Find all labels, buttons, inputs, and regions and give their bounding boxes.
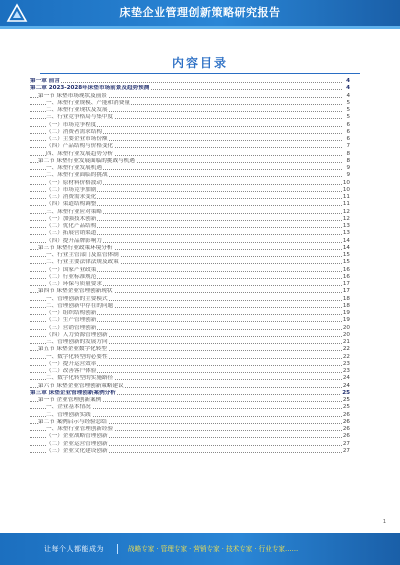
toc-entry-title: （二）生产管理创新: [46, 317, 97, 324]
toc-entry-page: 17: [342, 288, 350, 295]
toc-entry[interactable]: [30, 412, 350, 419]
toc-entry-title: （二）优化产品结构: [46, 223, 97, 229]
toc-entry-page: 22: [342, 346, 350, 353]
toc-entry-title: （一）原材料价格波动: [46, 179, 102, 186]
toc-entry[interactable]: [30, 441, 350, 448]
toc-entry-title: （一）国家产业政策: [46, 266, 97, 273]
toc-entry-page: 8: [346, 150, 350, 157]
toc-entry-page: 4: [346, 92, 350, 99]
toc-entry[interactable]: [30, 397, 350, 404]
toc-entry-page: 26: [342, 418, 350, 425]
toc-entry-title: 二、床垫行业面临的挑战: [46, 172, 108, 179]
toc-entry-title: 三、管理创新的发展方向: [46, 339, 108, 345]
toc-entry-title: 四、床垫行业发展趋势分析: [46, 150, 114, 157]
toc-entry-page: 27: [342, 440, 350, 447]
toc-entry-title: （一）提升运营效率: [46, 360, 97, 367]
toc-entry[interactable]: [30, 151, 350, 158]
toc-entry-page: 13: [342, 230, 350, 237]
toc-entry-title: （三）环保与质量要求: [46, 281, 102, 287]
toc-entry[interactable]: [30, 303, 350, 310]
toc-entry[interactable]: [30, 310, 350, 317]
toc-entry-title: 一、行业主管部门及监管体制: [46, 252, 119, 258]
toc-entry-page: 16: [342, 266, 350, 273]
toc-entry[interactable]: [30, 433, 350, 440]
toc-entry-title: （四）提升品牌影响力: [46, 237, 102, 244]
toc-entry-page: 14: [342, 244, 350, 251]
toc-entry-page: 6: [346, 121, 350, 128]
toc-entry-title: （四）产品结构与价格变化: [46, 143, 114, 150]
toc-entry-page: 24: [342, 375, 350, 382]
toc-entry-page: 15: [342, 252, 350, 258]
toc-entry-page: 25: [342, 397, 350, 403]
toc-entry-title: 第二节 案例启示与经验总结: [38, 418, 107, 425]
toc-entry-title: （三）消费需求变化: [46, 194, 97, 200]
toc-entry-page: 12: [342, 208, 350, 215]
toc-entry[interactable]: [30, 78, 350, 85]
toc-entry[interactable]: [30, 361, 350, 368]
toc-entry-title: 第四节 床垫企业管理创新现状: [38, 288, 113, 295]
toc-entry[interactable]: [30, 85, 350, 92]
toc-entry[interactable]: [30, 390, 350, 397]
toc-entry[interactable]: [30, 238, 350, 245]
toc-entry-title: 一、床垫行业发展机遇: [46, 165, 102, 171]
toc-entry-title: （四）人力资源管理创新: [46, 331, 108, 338]
toc-entry-title: （一）组织结构创新: [46, 310, 97, 316]
toc-entry[interactable]: [30, 136, 350, 143]
toc-entry-title: 三、床垫行业应对策略: [46, 208, 102, 215]
toc-entry[interactable]: [30, 165, 350, 172]
toc-entry[interactable]: [30, 404, 350, 411]
toc-entry[interactable]: [30, 187, 350, 194]
toc-entry[interactable]: [30, 354, 350, 361]
toc-entry-title: 二、数字化转型的实施路径: [46, 375, 114, 382]
toc-entry-page: 5: [346, 114, 350, 121]
toc-entry-page: 18: [342, 302, 350, 309]
toc-entry[interactable]: [30, 288, 350, 295]
toc-entry-title: 一、床垫行业规模、产能和消费量: [46, 99, 130, 106]
toc-entry-title: 第一章 前言: [30, 78, 60, 84]
toc-entry-title: 一、企业基本情况: [46, 404, 91, 411]
toc-entry-title: 二、床垫行业现状及发展: [46, 107, 108, 113]
toc-entry[interactable]: [30, 325, 350, 332]
toc-entry-page: 26: [342, 433, 350, 440]
toc-entry-title: （一）市场竞争程度: [46, 121, 97, 128]
toc-entry-page: 7: [346, 143, 350, 150]
toc-entry-page: 15: [342, 259, 350, 266]
toc-entry-page: 24: [342, 382, 350, 389]
toc-entry-title: （二）企业运营管理创新: [46, 440, 108, 447]
toc-entry[interactable]: [30, 100, 350, 107]
toc-entry-title: （三）主要企业市场份额: [46, 136, 108, 142]
toc-entry[interactable]: [30, 346, 350, 353]
toc-entry-title: （三）拓展营销渠道: [46, 230, 97, 237]
toc-entry[interactable]: [30, 129, 350, 136]
toc-entry-page: 21: [342, 339, 350, 345]
toc-entry[interactable]: [30, 426, 350, 433]
toc-entry-page: 23: [342, 368, 350, 374]
toc-entry-page: 5: [346, 107, 350, 113]
toc-entry-page: 10: [342, 179, 350, 186]
toc-entry[interactable]: [30, 274, 350, 281]
toc-entry-page: 20: [342, 324, 350, 331]
toc-entry[interactable]: [30, 383, 350, 390]
table-of-contents: [30, 78, 350, 455]
toc-entry-title: 第六节 床垫企业管理创新策略建议: [38, 382, 124, 389]
toc-entry-page: 27: [342, 447, 350, 454]
toc-entry[interactable]: [30, 209, 350, 216]
toc-entry-page: 12: [342, 215, 350, 222]
toc-entry[interactable]: [30, 107, 350, 114]
toc-entry-title: 第三节 床垫行业政策环境分析: [38, 244, 113, 251]
toc-entry[interactable]: [30, 448, 350, 455]
toc-entry-page: 22: [342, 353, 350, 360]
toc-entry[interactable]: [30, 180, 350, 187]
toc-entry-page: 23: [342, 360, 350, 367]
toc-leader-dots: [30, 82, 342, 83]
toc-entry-page: 13: [342, 223, 350, 229]
toc-entry-page: 11: [342, 201, 350, 208]
toc-entry[interactable]: [30, 332, 350, 339]
toc-entry-page: 4: [346, 78, 350, 84]
toc-entry-page: 5: [346, 99, 350, 106]
toc-entry-title: 一、床垫行业管理创新经验: [46, 426, 114, 432]
page-footer: [0, 533, 400, 565]
toc-entry-page: 26: [342, 426, 350, 432]
toc-entry-title: （一）加强技术创新: [46, 215, 97, 222]
toc-entry-page: 16: [342, 273, 350, 280]
header-accent-line: [0, 26, 400, 29]
toc-entry[interactable]: [30, 267, 350, 274]
toc-entry-title: 第二节 床垫行业发展面临的挑战与机遇: [38, 157, 135, 164]
toc-entry[interactable]: [30, 339, 350, 346]
report-title: 床垫企业管理创新策略研究报告: [119, 6, 281, 19]
toc-entry[interactable]: [30, 158, 350, 165]
toc-entry[interactable]: [30, 122, 350, 129]
footer-slogan: 让每个人都能成为: [44, 545, 104, 553]
toc-entry-page: 11: [342, 194, 350, 200]
toc-entry-page: 20: [342, 331, 350, 338]
toc-entry-page: 17: [342, 281, 350, 287]
toc-entry-title: （三）企业文化建设创新: [46, 447, 108, 454]
toc-entry-title: （四）渠道结构调整: [46, 201, 97, 208]
toc-entry-page: 25: [342, 404, 350, 411]
toc-entry[interactable]: [30, 259, 350, 266]
toc-entry-page: 9: [346, 172, 350, 179]
toc-entry-page: 14: [342, 237, 350, 244]
toc-entry-title: 第二章 2023-2028年床垫市场前景及趋势预测: [30, 85, 150, 92]
toc-entry[interactable]: [30, 172, 350, 179]
toc-entry-title: （二）消费者需求结构: [46, 128, 102, 135]
toc-entry-title: 一、管理创新的主要模式: [46, 295, 108, 302]
toc-entry-page: 25: [342, 389, 350, 396]
toc-entry-page: 19: [342, 310, 350, 316]
toc-entry-title: （一）企业战略管理创新: [46, 433, 108, 440]
toc-entry[interactable]: [30, 93, 350, 100]
toc-entry-title: 第一节 企业管理创新案例: [38, 397, 102, 403]
toc-entry-page: 9: [346, 165, 350, 171]
toc-entry-page: 19: [342, 317, 350, 324]
toc-entry-page: 10: [342, 186, 350, 193]
toc-entry[interactable]: [30, 375, 350, 382]
toc-entry[interactable]: [30, 143, 350, 150]
toc-entry-title: （二）行业标准规范: [46, 273, 97, 280]
toc-entry-title: （二）市场竞争加剧: [46, 186, 97, 193]
toc-entry[interactable]: [30, 114, 350, 121]
toc-entry-page: 6: [346, 136, 350, 142]
toc-entry-title: （三）营销管理创新: [46, 324, 97, 331]
toc-entry-title: 一、数字化转型的必要性: [46, 353, 108, 360]
toc-entry[interactable]: [30, 368, 350, 375]
footer-tagline: 战略专家 · 管理专家 · 营销专家 · 技术专家 · 行业专家……: [128, 545, 299, 553]
toc-entry-title: 第五节 床垫企业数字化转型: [38, 346, 107, 353]
toc-entry[interactable]: [30, 317, 350, 324]
toc-entry-page: 18: [342, 295, 350, 302]
toc-entry-title: 第一节 床垫市场现状及前景: [38, 92, 107, 99]
toc-entry[interactable]: [30, 252, 350, 259]
toc-entry[interactable]: [30, 201, 350, 208]
page-number: 1: [382, 519, 386, 525]
toc-entry[interactable]: [30, 281, 350, 288]
toc-entry-title: 三、行业竞争格局与集中度: [46, 114, 114, 121]
toc-entry-title: 第三章 床垫企业管理创新案例分析: [30, 389, 116, 396]
report-header: [0, 0, 400, 34]
toc-entry[interactable]: [30, 230, 350, 237]
toc-entry[interactable]: [30, 296, 350, 303]
toc-entry[interactable]: [30, 223, 350, 230]
toc-entry-title: 二、管理创新实践: [46, 411, 91, 418]
toc-entry-title: 二、管理创新中存在的问题: [46, 302, 114, 309]
toc-entry-title: 二、行业主要法律法规及政策: [46, 259, 119, 266]
toc-entry[interactable]: [30, 216, 350, 223]
toc-entry-page: 26: [342, 411, 350, 418]
toc-entry-page: 8: [346, 157, 350, 164]
footer-divider: [117, 544, 118, 554]
toc-entry[interactable]: [30, 245, 350, 252]
toc-title: 内容目录: [171, 56, 228, 70]
toc-entry-page: 4: [346, 85, 350, 92]
toc-entry-title: （二）改善客户体验: [46, 368, 97, 374]
toc-entry[interactable]: [30, 419, 350, 426]
toc-entry[interactable]: [30, 194, 350, 201]
toc-entry-page: 6: [346, 128, 350, 135]
toc-title-underline: [40, 73, 360, 74]
